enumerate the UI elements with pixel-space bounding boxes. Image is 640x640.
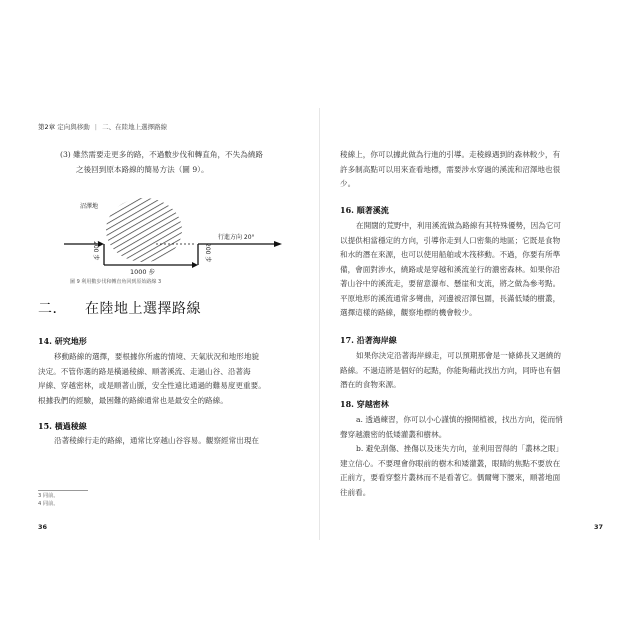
body-line: 備，會面對涉水，繞路或是穿越和溪流並行的濃密森林。如果你沿 (340, 264, 561, 274)
para-3-line: 之後回到原本路線的簡易方法（圖 9）。 (76, 164, 209, 174)
body-line: 正前方，要看穿整片叢林而不是看著它。偶爾彎下腰來，順著地面 (340, 473, 561, 482)
steps-left-label: 200 步 (92, 241, 99, 261)
section-18-body (340, 413, 604, 500)
body-line: 少。 (340, 179, 356, 188)
body-line: 選擇這樣的路線，觀察地標的機會較少。 (340, 308, 477, 317)
para-3-line: (3) 雖然需要走更多的路，不過數步伐和轉直角，不失為繞路 (60, 150, 264, 159)
page-gutter (319, 108, 320, 540)
body-line: 和水的潛在來源，也可以使用船舶或木筏移動。不過，你要有所準 (340, 250, 561, 259)
body-line: 稜線上，你可以據此做為行進的引導。走稜線遇到的森林較少，有 (340, 150, 561, 159)
right-intro (340, 148, 604, 192)
footnote-rule (38, 490, 88, 491)
footnote: 4 同前。 (38, 500, 59, 507)
body-line: 聲穿越濃密的低矮灌叢和樹林。 (340, 429, 447, 439)
footnotes (38, 493, 59, 508)
big-heading (38, 298, 201, 318)
big-heading-title: 在陸地上選擇路線 (85, 301, 201, 317)
figure-caption: 圖 9 利用數步伐和轉直角回到原始路線 3 (70, 279, 162, 285)
section-14-body (38, 350, 300, 408)
body-line: 以提供相當穩定的方向，引導你走到人口密集的地區；它既是食物 (340, 235, 561, 245)
section-16-body (340, 219, 604, 321)
body-line: a. 透過練習，你可以小心謹慎的撥開植被，找出方向，從而悄 (356, 415, 563, 424)
body-line: 許多制高點可以用來查看地標，需要涉水穿過的溪流和沼澤地也很 (340, 164, 561, 174)
swamp-area (106, 198, 182, 262)
body-line: 著山谷中的溪流走，要留意瀑布、懸崖和支流，將之做為參考點。 (340, 279, 561, 288)
section-17-title: 17. 沿著海岸線 (340, 335, 397, 345)
chapter-title: 定向與移動 (57, 123, 90, 131)
section-label: 二、在陸地上選擇路線 (102, 123, 168, 131)
running-header (38, 122, 167, 131)
body-line: 在開闊的荒野中，利用溪流做為路線有其特殊優勢，因為它可 (356, 221, 562, 230)
section-18-title: 18. 穿越密林 (340, 399, 389, 409)
direction-label: 行進方向 20° (218, 234, 255, 241)
figure-9-diagram (56, 195, 286, 275)
body-line: 建立信心。不要理會你眼前的樹木和矮灌叢，眼睛的焦點不要放在 (340, 458, 561, 468)
body-line: 沿著稜線行走的路線，通常比穿越山谷容易。觀察經常出現在 (54, 436, 260, 445)
body-line: 往前看。 (340, 487, 371, 497)
para-3 (60, 148, 263, 177)
section-15-body (38, 434, 300, 449)
swamp-label: 沼澤地 (80, 203, 99, 210)
big-heading-number: 二． (38, 301, 67, 317)
steps-bottom-label: 1000 步 (130, 268, 156, 275)
body-line: 岸線、穿越密林，或是順著山脈，安全性遠比通過的難易度更重要。 (38, 381, 266, 390)
body-line: 潛在的食物來源。 (340, 380, 401, 389)
section-16-title: 16. 順著溪流 (340, 205, 389, 215)
body-line: 路線。不過這將是個好的起點，你能夠藉此找出方向，同時也有個 (340, 365, 561, 375)
body-line: b. 避免刮傷、挫傷以及迷失方向，並利用習得的「叢林之眼」 (356, 444, 564, 453)
header-separator: | (94, 123, 97, 131)
body-line: 決定。不管你選的路是橫過稜線、順著溪流、走過山谷、沿著海 (38, 366, 251, 376)
body-line: 如果你決定沿著海岸線走，可以預期那會是一條綿長又迴繞的 (356, 351, 562, 360)
section-14-title: 14. 研究地形 (38, 336, 87, 346)
body-line: 平原地形的溪流通常多彎曲，河邊被沼澤包圍，長滿低矮的樹叢， (340, 293, 561, 303)
section-17-body (340, 349, 604, 393)
page-number-left: 36 (38, 523, 48, 531)
footnote: 3 同前。 (38, 493, 59, 499)
page-number-right: 37 (594, 523, 604, 531)
chapter-label: 第2章 (38, 123, 56, 131)
section-15-title: 15. 橫過稜線 (38, 421, 87, 431)
steps-right-label: 200 步 (204, 243, 211, 263)
body-line: 移動路線的選擇，要根據你所處的情境、天氣狀況和地形地貌 (54, 352, 260, 361)
body-line: 根據我們的經驗，最困難的路線通常也是最安全的路線。 (38, 395, 228, 405)
